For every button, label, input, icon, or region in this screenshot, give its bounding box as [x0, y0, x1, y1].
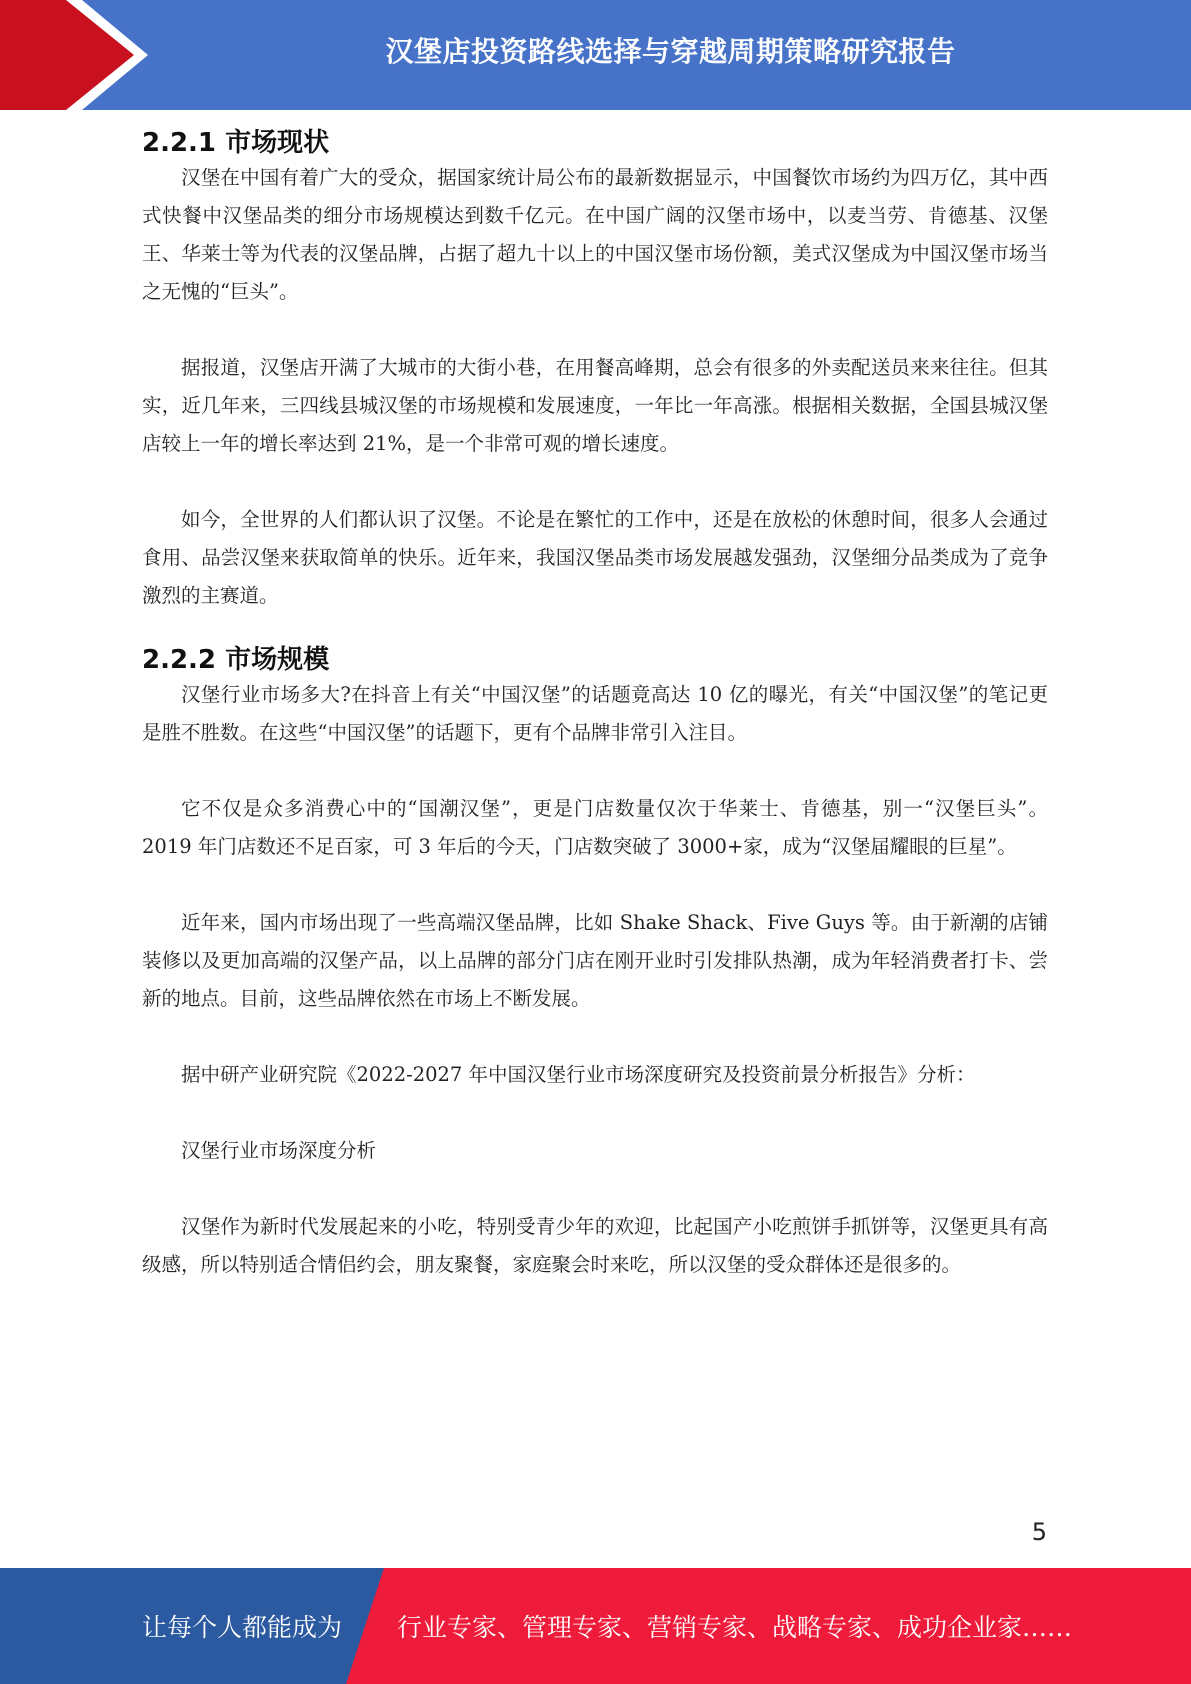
page-header — [0, 0, 1191, 110]
paragraph: 汉堡在中国有着广大的受众，据国家统计局公布的最新数据显示，中国餐饮市场约为四万亿，其中西式快餐中汉堡品类的细分市场规模达到数千亿元。在中国广阔的汉堡市场中，以麦当劳、肯德基、汉堡王、华莱士等为代表的汉堡品牌，占据了超九十以上的中国汉堡市场份额，美式汉堡成为中国汉堡市场当之无愧的“巨头”。 — [142, 166, 1048, 304]
paragraph: 汉堡行业市场多大?在抖音上有关“中国汉堡”的话题竟高达 10 亿的曝光，有关“中国汉堡”的笔记更是胜不胜数。在这些“中国汉堡”的话题下，更有个品牌非常引入注目。 — [142, 683, 1048, 745]
section-heading-market-size: 2.2.2 市场规模 — [142, 645, 330, 676]
paragraph: 如今，全世界的人们都认识了汉堡。不论是在繁忙的工作中，还是在放松的休憩时间，很多人会通过食用、品尝汉堡来获取简单的快乐。近年来，我国汉堡品类市场发展越发强劲，汉堡细分品类成为了竞争激烈的主赛道。 — [142, 508, 1048, 608]
report-title: 汉堡店投资路线选择与穿越周期策略研究报告 — [385, 35, 956, 68]
page-content — [142, 128, 1048, 1322]
paragraph: 汉堡行业市场深度分析 — [181, 1139, 377, 1163]
paragraph: 据报道，汉堡店开满了大城市的大街小巷，在用餐高峰期，总会有很多的外卖配送员来来往往。但其实，近几年来，三四线县城汉堡的市场规模和发展速度，一年比一年高涨。根据相关数据，全国县城汉堡店较上一年的增长率达到 21%，是一个非常可观的增长速度。 — [142, 356, 1048, 456]
footer-slogan-right: 行业专家、管理专家、营销专家、战略专家、成功企业家…… — [397, 1613, 1073, 1642]
paragraph: 它不仅是众多消费心中的“国潮汉堡”，更是门店数量仅次于华莱士、肯德基，别一“汉堡巨头”。2019 年门店数还不足百家，可 3 年后的今天，门店数突破了 3000+家，成为“汉堡届耀眼的巨星”。 — [142, 797, 1048, 859]
section-heading-market-status: 2.2.1 市场现状 — [142, 128, 330, 158]
footer-slogan-left: 让每个人都能成为 — [142, 1613, 343, 1642]
paragraph: 汉堡作为新时代发展起来的小吃，特别受青少年的欢迎，比起国产小吃煎饼手抓饼等，汉堡更具有高级感，所以特别适合情侣约会，朋友聚餐，家庭聚会时来吃，所以汉堡的受众群体还是很多的。 — [142, 1215, 1048, 1277]
paragraph: 近年来，国内市场出现了一些高端汉堡品牌，比如 Shake Shack、Five Guys 等。由于新潮的店铺装修以及更加高端的汉堡产品，以上品牌的部分门店在刚开业时引发排队热潮，成为年轻消费者打卡、尝新的地点。目前，这些品牌依然在市场上不断发展。 — [142, 911, 1048, 1011]
page-number: 5 — [1031, 1518, 1047, 1546]
paragraph: 据中研产业研究院《2022-2027 年中国汉堡行业市场深度研究及投资前景分析报告》分析： — [181, 1063, 976, 1087]
page-footer — [0, 1568, 1191, 1684]
